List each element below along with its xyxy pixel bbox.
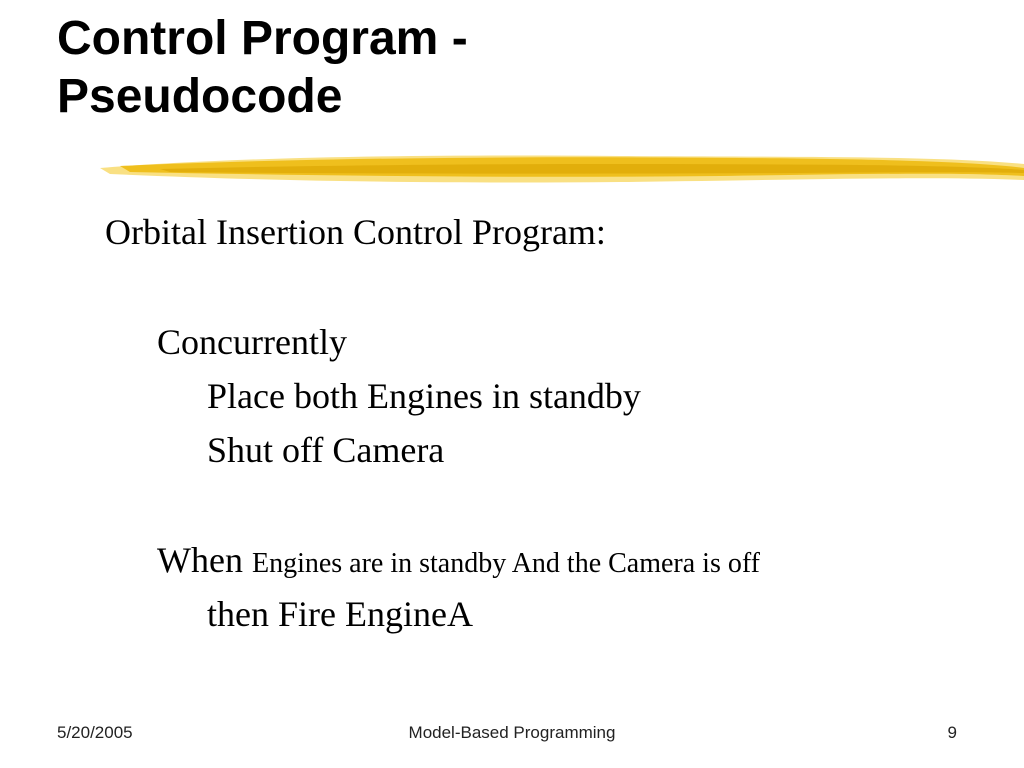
footer-date: 5/20/2005 — [57, 723, 133, 742]
concurrent-step-engines-standby: Place both Engines in standby — [207, 376, 641, 416]
when-line — [157, 540, 760, 584]
footer-title: Model-Based Programming — [408, 723, 616, 742]
concurrent-step-camera-off: Shut off Camera — [207, 430, 445, 470]
program-heading: Orbital Insertion Control Program: — [105, 212, 606, 252]
concurrently-keyword: Concurrently — [157, 322, 347, 362]
title-underline-brush-stroke — [100, 150, 1024, 190]
slide-title-line-2: Pseudocode — [57, 70, 343, 123]
slide-title-line-1: Control Program - — [57, 12, 468, 65]
footer-page-number: 9 — [947, 723, 957, 742]
when-condition: Engines are in standby And the Camera is off — [251, 548, 761, 579]
when-keyword: When — [157, 540, 243, 580]
slide-title — [57, 10, 997, 126]
when-action: then Fire EngineA — [207, 594, 473, 634]
